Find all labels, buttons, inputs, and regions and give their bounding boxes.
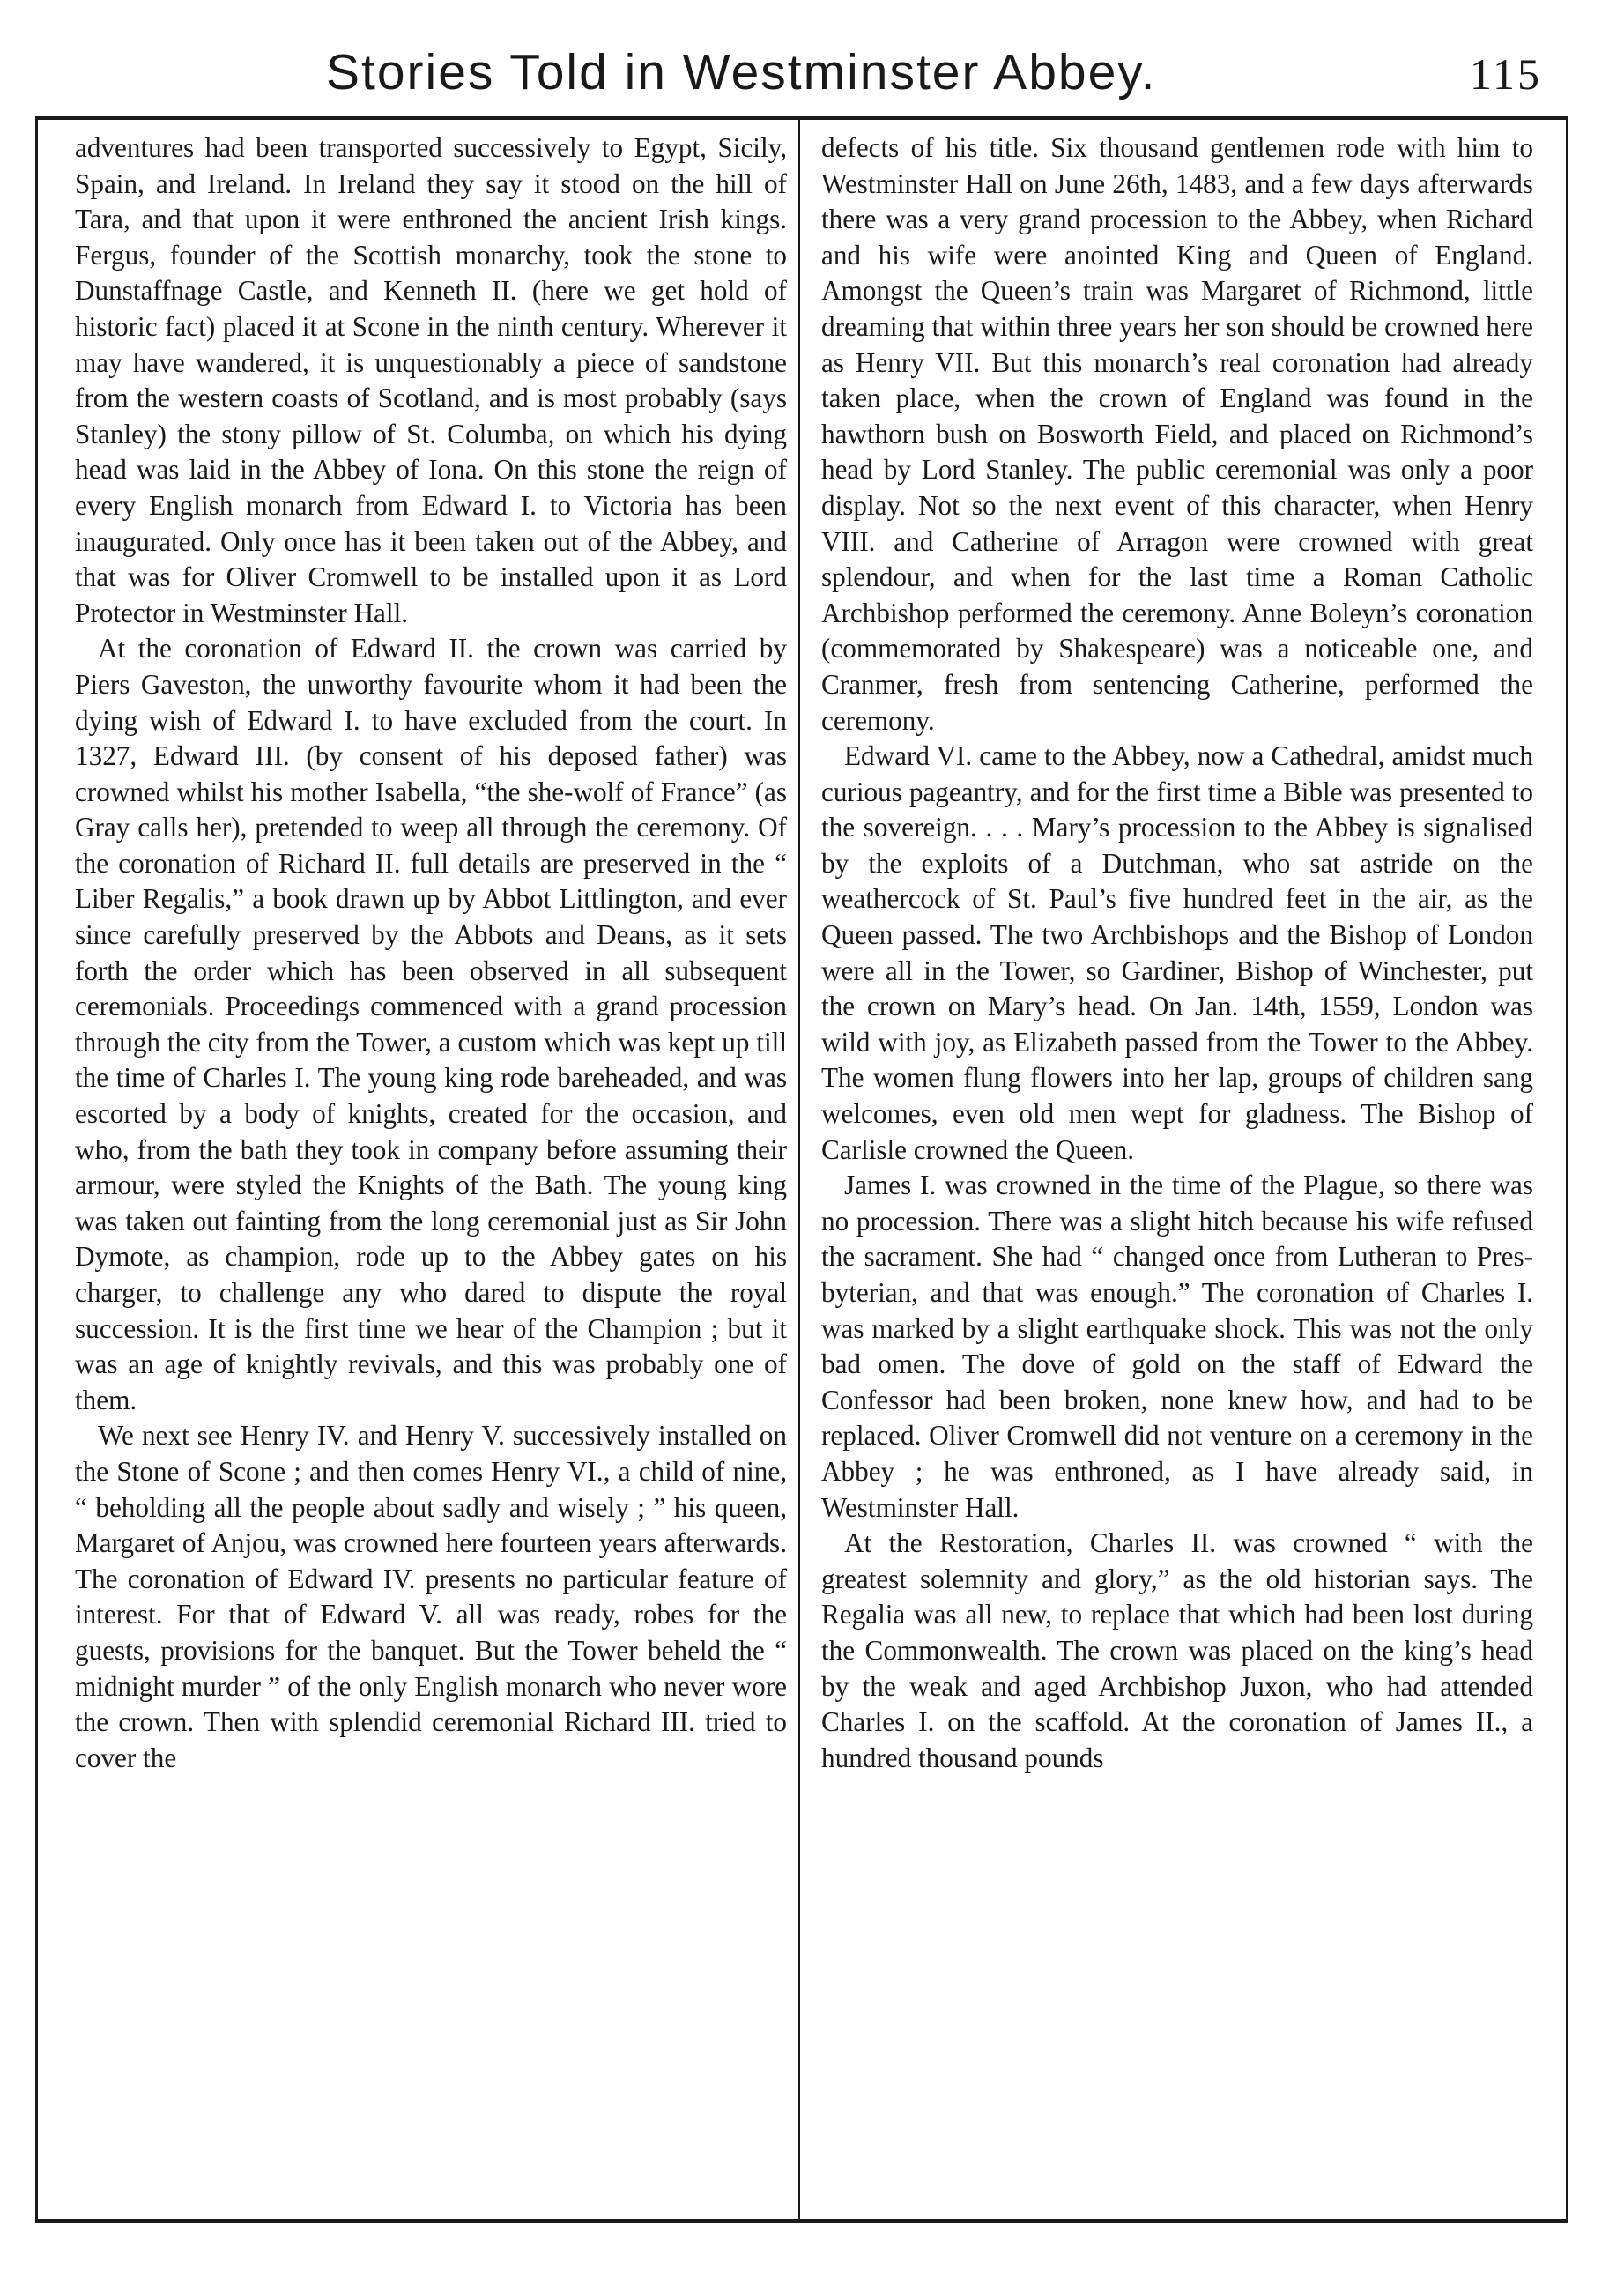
paragraph-restoration-charles-ii: At the Restoration, Charles II. was crowned “ with the greatest solemnity and glory,” as the old historian says. The Regalia was all new, to replace that which had been lost during the Commonwealth. The crown was placed on the king’s head by the weak and aged Archbishop Juxon, who had attended Charles I. on the scaffold. At the coronation of James II., a hundred thousand pounds	[821, 1527, 1533, 1773]
running-title: Stories Told in Westminster Abbey.	[326, 44, 1157, 100]
left-column	[75, 130, 787, 2210]
running-header	[35, 37, 1568, 122]
right-border-rule	[1566, 116, 1568, 2223]
left-border-rule	[35, 116, 38, 2223]
header-rule	[35, 116, 1568, 120]
paragraph-edward-ii-coronation: At the coronation of Edward II. the crown was carried by Piers Gaveston, the unworthy favourite whom it had been the dying wish of Edward I. to have excluded from the court. In 1327, Edward III. (by consent of his deposed father) was crowned whilst his mother Isabella, “the she-wolf of France” (as Gray calls her), pretended to weep all through the ceremony. Of the coronation of Richard II. full details are preserved in the “ Liber Regalis,” a book drawn up by Abbot Littlington, and ever since carefully preserved by the Abbots and Deans, as it sets forth the order which has been observed in all subsequent ceremonials. Proceedings commenced with a grand procession through the city from the Tower, a custom which was kept up till the time of Charles I. The young king rode bareheaded, and was escorted by a body of knights, created for the occasion, and who, from the bath they took in company before assuming their armour, were styled the Knights of the Bath. The young king was taken out fainting from the long ceremonial just as Sir John Dymote, as champion, rode up to the Abbey gates on his charger, to challenge any who dared to dispute the royal succession. It is the first time we hear of the Champion ; but it was an age of knightly revivals, and this was probably one of them.	[75, 633, 787, 1415]
column-divider-rule	[798, 120, 800, 2221]
paragraph-stone-of-scone-continued: adventures had been transported successively to Egypt, Sicily, Spain, and Ireland. In Ireland they say it stood on the hill of Tara, and that upon it were enthroned the ancient Irish kings. Fergus, founder of the Scottish monarchy, took the stone to Dunstaffnage Castle, and Kenneth II. (here we get hold of historic fact) placed it at Scone in the ninth century. Wherever it may have wandered, it is unquestionably a piece of sandstone from the western coasts of Scotland, and is most probably (says Stanley) the stony pillow of St. Columba, on which his dying head was laid in the Abbey of Iona. On this stone the reign of every English monarch from Edward I. to Victoria has been inaugurated. Only once has it been taken out of the Abbey, and that was for Oliver Cromwell to be installed upon it as Lord Protector in Westminster Hall.	[75, 132, 787, 628]
paragraph-richard-iii-to-anne-boleyn: defects of his title. Six thousand gentlemen rode with him to Westminster Hall on June 26th, 1483, and a few days afterwards there was a very grand procession to the Abbey, when Richard and his wife were anointed King and Queen of England. Amongst the Queen’s train was Margaret of Richmond, little dreaming that within three years her son should be crowned here as Henry VII. But this monarch’s real coronation had already taken place, when the crown of England was found in the hawthorn bush on Bosworth Field, and placed on Richmond’s head by Lord Stanley. The public ceremonial was only a poor display. Not so the next event of this character, when Henry VIII. and Catherine of Arragon were crowned with great splendour, and when for the last time a Roman Catholic Archbishop performed the ceremony. Anne Boleyn’s coronation (commemorated by Shakespeare) was a noticeable one, and Cranmer, fresh from sentencing Catherine, performed the ceremony.	[821, 132, 1533, 736]
page-number: 115	[1469, 49, 1542, 99]
paragraph-edward-vi-mary-elizabeth: Edward VI. came to the Abbey, now a Cathedral, amidst much curious pageantry, and for the first time a Bible was presented to the sovereign. . . . Mary’s procession to the Abbey is signalised by the exploits of a Dutchman, who sat astride on the weathercock of St. Paul’s five hundred feet in the air, as the Queen passed. The two Archbishops and the Bishop of London were all in the Tower, so Gardiner, Bishop of Winchester, put the crown on Mary’s head. On Jan. 14th, 1559, London was wild with joy, as Elizabeth passed from the Tower to the Abbey. The women flung flowers into her lap, groups of children sang welcomes, even old men wept for gladness. The Bishop of Carlisle crowned the Queen.	[821, 740, 1533, 1165]
right-column	[821, 130, 1533, 2210]
paragraph-james-i-charles-i: James I. was crowned in the time of the Plague, so there was no procession. There was a slight hitch because his wife refused the sacrament. She had “ changed once from Lutheran to Presbyterian, and that was enough.” The coronation of Charles I. was marked by a slight earthquake shock. This was not the only bad omen. The dove of gold on the staff of Edward the Confessor had been broken, none knew how, and had to be replaced. Oliver Cromwell did not venture on a ceremony in the Abbey ; he was enthroned, as I have already said, in Westminster Hall.	[821, 1170, 1533, 1523]
footer-rule	[35, 2219, 1568, 2223]
paragraph-henry-iv-to-richard-iii: We next see Henry IV. and Henry V. successively installed on the Stone of Scone ; and then comes Henry VI., a child of nine, “ beholding all the people about sadly and wisely ; ” his queen, Margaret of Anjou, was crowned here fourteen years afterwards. The coronation of Edward IV. presents no particular feature of interest. For that of Edward V. all was ready, robes for the guests, provisions for the banquet. But the Tower beheld the “ midnight murder ” of the only English monarch who never wore the crown. Then with splendid ceremonial Richard III. tried to cover the	[75, 1420, 787, 1773]
